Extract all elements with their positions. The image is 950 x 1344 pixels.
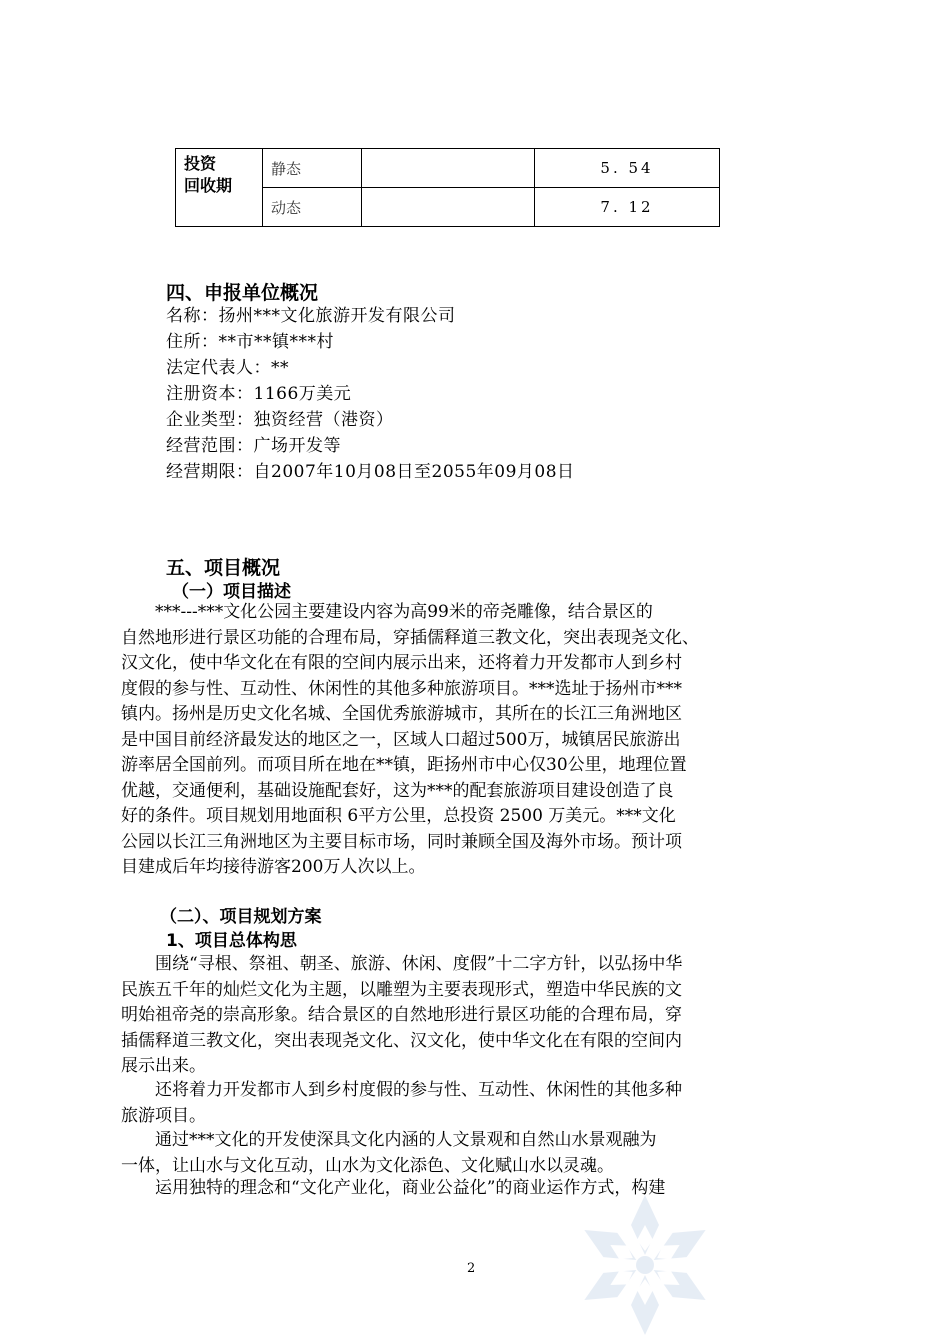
- dynamic-value: 7. 12: [535, 188, 720, 227]
- paragraph-line: 镇内。扬州是历史文化名城、全国优秀旅游城市，其所在的长江三角洲地区: [121, 704, 682, 724]
- enterprise-type: 企业类型：独资经营（港资）: [166, 410, 394, 430]
- paragraph-line: 是中国目前经济最发达的地区之一，区域人口超过500万，城镇居民旅游出: [121, 729, 681, 750]
- page-number: 2: [467, 1261, 476, 1276]
- section4-heading: 四、申报单位概况: [166, 282, 319, 304]
- project-description-heading: （一）项目描述: [172, 582, 291, 602]
- paragraph-line: 明始祖帝尧的崇高形象。结合景区的自然地形进行景区功能的合理布局，穿: [121, 1005, 682, 1025]
- paragraph-line: ***---***文化公园主要建设内容为高99米的帝尧雕像，结合景区的: [121, 602, 653, 622]
- business-term: 经营期限：自2007年10月08日至2055年09月08日: [166, 462, 575, 482]
- empty-cell: [362, 149, 535, 188]
- paragraph-line: 优越，交通便利，基础设施配套好，这为***的配套旅游项目建设创造了良: [121, 780, 674, 801]
- business-scope: 经营范围：广场开发等: [166, 436, 341, 456]
- paragraph-line: 公园以长江三角洲地区为主要目标市场，同时兼顾全国及海外市场。预计项: [121, 831, 682, 852]
- paragraph-line: 运用独特的理念和“文化产业化，商业公益化”的商业运作方式，构建: [121, 1178, 666, 1198]
- table-row: [176, 149, 720, 188]
- concept-paragraph: [121, 952, 841, 1080]
- paragraph-line: 展示出来。: [121, 1056, 206, 1076]
- paragraph-line: 一体，让山水与文化互动，山水为文化添色、文化赋山水以灵魂。: [121, 1155, 614, 1176]
- paragraph-line: 游率居全国前列。而项目所在地在**镇，距扬州市中心仅30公里，地理位置: [121, 755, 687, 775]
- payback-table: [175, 148, 720, 227]
- overall-concept-heading: 1、项目总体构思: [166, 931, 297, 951]
- payback-header-line2: 回收期: [184, 176, 233, 195]
- payback-header-cell: [176, 149, 263, 227]
- legal-representative: 法定代表人：**: [166, 358, 289, 378]
- section5-heading: 五、项目概况: [166, 557, 281, 579]
- paragraph-line: 通过***文化的开发使深具文化内涵的人文景观和自然山水景观融为: [121, 1130, 657, 1150]
- paragraph-line: 目建成后年均接待游客200万人次以上。: [121, 857, 426, 877]
- planning-heading: （二）、项目规划方案: [160, 907, 322, 927]
- paragraph-line: 好的条件。项目规划用地面积 6平方公里，总投资 2500 万美元。***文化: [121, 806, 676, 826]
- static-value: 5. 54: [535, 149, 720, 188]
- static-label: 静态: [263, 149, 362, 188]
- paragraph-line: 民族五千年的灿烂文化为主题，以雕塑为主要表现形式，塑造中华民族的文: [121, 979, 682, 1000]
- company-address: 住所：**市**镇***村: [166, 332, 334, 352]
- paragraph-line: 围绕“寻根、祭祖、朝圣、旅游、休闲、度假”十二字方针，以弘扬中华: [121, 954, 683, 974]
- snowflake-logo-icon: [545, 1170, 745, 1344]
- leisure-paragraph: [121, 1078, 841, 1129]
- company-info-list: [166, 303, 575, 485]
- paragraph-line: 插儒释道三教文化，突出表现尧文化、汉文化，使中华文化在有限的空间内: [121, 1030, 682, 1051]
- paragraph-line: 度假的参与性、互动性、休闲性的其他多种旅游项目。***选址于扬州市***: [121, 678, 682, 699]
- paragraph-line: 还将着力开发都市人到乡村度假的参与性、互动性、休闲性的其他多种: [121, 1080, 682, 1100]
- payback-header-line1: 投资: [184, 154, 217, 173]
- project-description-paragraph: [121, 600, 841, 881]
- registered-capital: 注册资本：1166万美元: [166, 384, 352, 404]
- paragraph-line: 自然地形进行景区功能的合理布局，穿插儒释道三教文化，突出表现尧文化、: [121, 627, 699, 648]
- company-name: 名称：扬州***文化旅游开发有限公司: [166, 306, 456, 326]
- paragraph-line: 旅游项目。: [121, 1105, 206, 1126]
- paragraph-line: 汉文化，使中华文化在有限的空间内展示出来，还将着力开发都市人到乡村: [121, 653, 682, 673]
- empty-cell: [362, 188, 535, 227]
- dynamic-label: 动态: [263, 188, 362, 227]
